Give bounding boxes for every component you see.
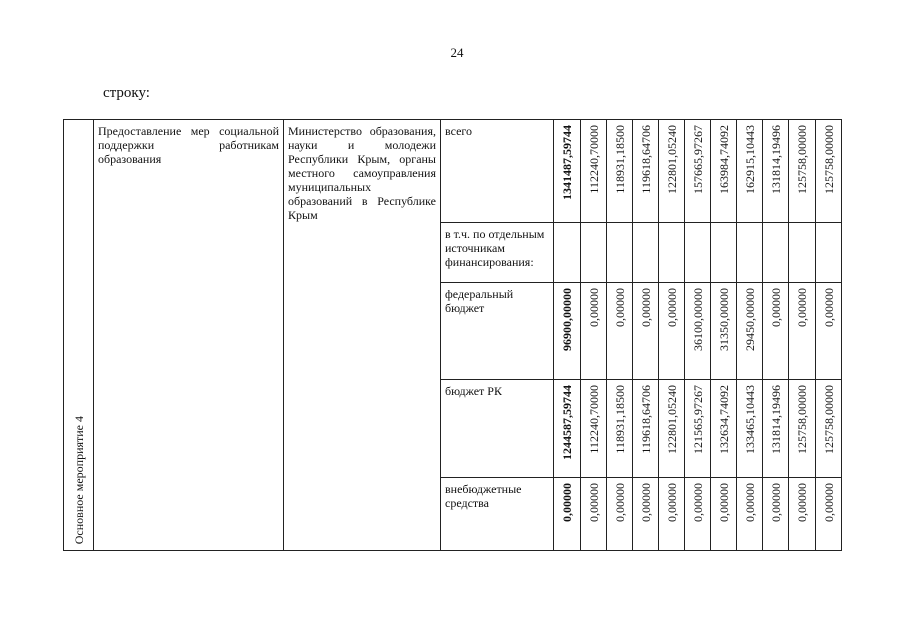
value-text: 131814,19496 [768, 385, 783, 454]
value-cell [659, 120, 685, 223]
value-cell [633, 283, 659, 380]
value-text: 0,00000 [742, 483, 757, 522]
value-text: 0,00000 [795, 288, 809, 327]
value-cell [581, 283, 607, 380]
value-cell [789, 120, 816, 223]
value-text: 0,00000 [664, 483, 679, 522]
value-text: 118931,18500 [612, 125, 627, 194]
value-text: 118931,18500 [612, 385, 627, 454]
value-cell [685, 223, 711, 283]
value-cell [659, 223, 685, 283]
value-text: 122801,05240 [664, 125, 679, 194]
value-text: 36100,00000 [690, 288, 705, 351]
value-text: 0,00000 [560, 483, 574, 522]
value-cell [711, 223, 737, 283]
value-cell [659, 283, 685, 380]
value-cell [789, 223, 816, 283]
funding-source-label: внебюджетные средства [445, 482, 522, 510]
value-text: 162915,10443 [742, 125, 757, 194]
lead-text: строку: [103, 85, 150, 101]
value-cell [659, 380, 685, 478]
value-cell [685, 478, 711, 551]
funding-source-cell [441, 223, 554, 283]
value-cell [607, 283, 633, 380]
value-text: 131814,19496 [768, 125, 783, 194]
value-text: 112240,70000 [586, 385, 601, 454]
value-text: 0,00000 [638, 288, 653, 327]
value-cell [763, 223, 789, 283]
value-text: 96900,00000 [560, 288, 574, 351]
value-cell [816, 283, 842, 380]
value-cell [711, 120, 737, 223]
value-cell [607, 478, 633, 551]
value-cell [633, 120, 659, 223]
value-text: 125758,00000 [795, 125, 809, 194]
value-cell [816, 380, 842, 478]
value-text: 0,00000 [586, 288, 601, 327]
value-text: 0,00000 [795, 483, 809, 522]
value-text: 0,00000 [716, 483, 731, 522]
measure-cell [94, 120, 284, 551]
value-cell [737, 380, 763, 478]
value-cell [554, 283, 581, 380]
value-cell [581, 223, 607, 283]
value-cell [607, 223, 633, 283]
value-text: 0,00000 [821, 288, 836, 327]
value-text: 163984,74092 [716, 125, 731, 194]
table-row [64, 120, 842, 223]
value-cell [581, 380, 607, 478]
value-text: 119618,64706 [638, 125, 653, 194]
funding-table [63, 119, 842, 551]
measure-text: Предоставление мер социальной поддержки работникам образования [98, 124, 279, 166]
value-cell [685, 283, 711, 380]
value-cell [789, 380, 816, 478]
value-cell [816, 223, 842, 283]
value-cell [711, 380, 737, 478]
executor-text: Министерство образования, науки и молодежи Республики Крым, органы местного самоуправления муниципальных образований в Республике Крым [288, 124, 436, 222]
value-cell [659, 478, 685, 551]
row-label-cell [64, 120, 94, 551]
funding-source-label: федеральный бюджет [445, 287, 514, 315]
value-cell [554, 223, 581, 283]
value-cell [789, 478, 816, 551]
value-cell [581, 478, 607, 551]
value-text: 125758,00000 [821, 125, 836, 194]
funding-source-label: бюджет РК [445, 384, 502, 398]
value-text: 133465,10443 [742, 385, 757, 454]
value-cell [633, 478, 659, 551]
value-cell [607, 120, 633, 223]
value-cell [581, 120, 607, 223]
value-cell [554, 380, 581, 478]
value-cell [737, 223, 763, 283]
value-text: 0,00000 [586, 483, 601, 522]
value-cell [554, 478, 581, 551]
value-text: 121565,97267 [690, 385, 705, 454]
funding-source-cell [441, 120, 554, 223]
value-text: 157665,97267 [690, 125, 705, 194]
value-text: 0,00000 [612, 483, 627, 522]
value-cell [816, 120, 842, 223]
funding-source-cell [441, 478, 554, 551]
value-text: 125758,00000 [795, 385, 809, 454]
value-text: 1244587,59744 [560, 385, 574, 460]
value-text: 0,00000 [612, 288, 627, 327]
value-cell [607, 380, 633, 478]
value-cell [633, 223, 659, 283]
value-text: 125758,00000 [821, 385, 836, 454]
value-cell [763, 478, 789, 551]
value-text: 112240,70000 [586, 125, 601, 194]
value-cell [633, 380, 659, 478]
funding-source-cell [441, 380, 554, 478]
value-text: 0,00000 [638, 483, 653, 522]
value-text: 0,00000 [690, 483, 705, 522]
value-cell [763, 120, 789, 223]
value-text: 29450,00000 [742, 288, 757, 351]
executor-cell [284, 120, 441, 551]
value-cell [711, 478, 737, 551]
value-text: 132634,74092 [716, 385, 731, 454]
value-text: 0,00000 [664, 288, 679, 327]
page-number: 24 [450, 45, 464, 60]
value-cell [789, 283, 816, 380]
value-text: 31350,00000 [716, 288, 731, 351]
value-cell [711, 283, 737, 380]
value-cell [685, 120, 711, 223]
funding-source-cell [441, 283, 554, 380]
funding-source-label: в т.ч. по отдельным источникам финансирования: [445, 227, 545, 269]
value-text: 119618,64706 [638, 385, 653, 454]
value-cell [737, 283, 763, 380]
value-cell [737, 120, 763, 223]
value-cell [763, 380, 789, 478]
value-text: 122801,05240 [664, 385, 679, 454]
value-cell [737, 478, 763, 551]
funding-source-label: всего [445, 124, 473, 138]
value-cell [763, 283, 789, 380]
row-label: Основное мероприятие 4 [71, 415, 86, 544]
value-text: 0,00000 [821, 483, 836, 522]
value-cell [816, 478, 842, 551]
value-cell [685, 380, 711, 478]
value-cell [554, 120, 581, 223]
value-text: 1341487,59744 [560, 125, 574, 200]
value-text: 0,00000 [768, 288, 783, 327]
value-text: 0,00000 [768, 483, 783, 522]
